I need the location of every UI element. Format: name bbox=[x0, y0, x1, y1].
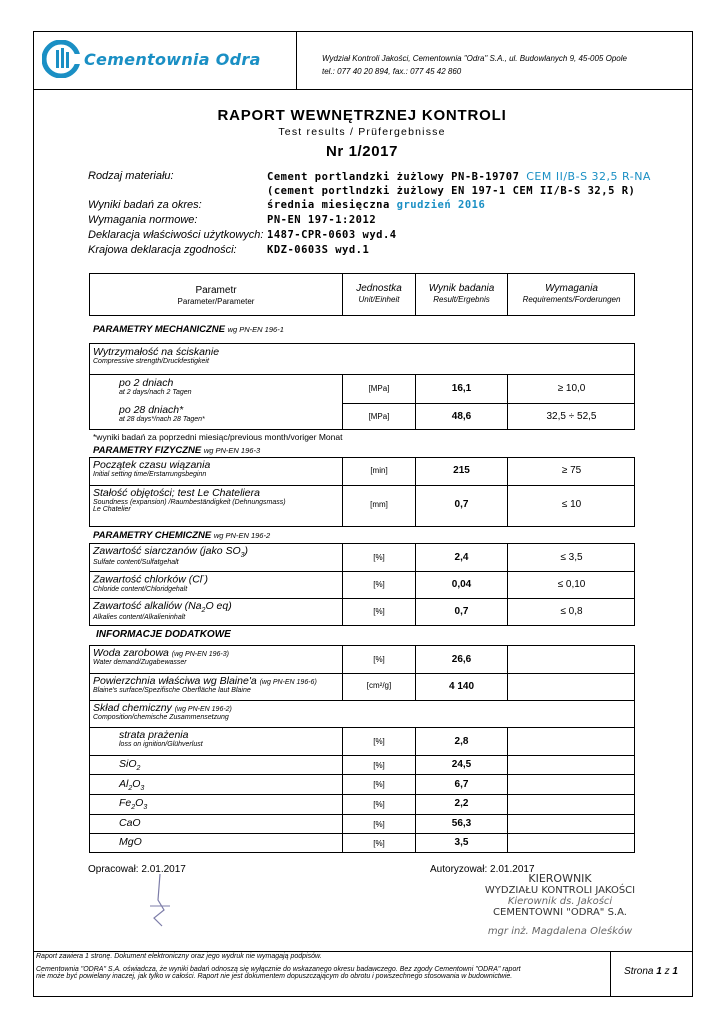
chem-r3-sub: Alkalies content/Alkalieninhalt bbox=[93, 614, 186, 622]
phys-r2-name: Stałość objętości; test Le Chateliera bbox=[93, 487, 260, 499]
footer-vertical-divider bbox=[610, 951, 611, 997]
mech-r2-result: 48,6 bbox=[451, 411, 472, 422]
mech-r1-unit: [MPa] bbox=[368, 384, 390, 393]
footer-line-3: nie może być powielany inaczej, jak tylko w całości. Raport nie jest dokumentem dopuszczającym do obrotu i powszechnego stosowania w budownictwie. bbox=[36, 973, 513, 980]
chem-r2-name-wrap: Zawartość chlorków (Cl-) bbox=[93, 573, 208, 586]
mech-group-sub: Compressive strength/Druckfestigkeit bbox=[93, 358, 209, 365]
add-r3-name: Skład chemiczny bbox=[93, 702, 172, 714]
add-sio2-result: 24,5 bbox=[451, 759, 472, 770]
mech-r1-result: 16,1 bbox=[451, 383, 472, 394]
th-result-label: Wynik badania bbox=[428, 283, 495, 294]
mech-footnote: *wyniki badań za poprzedni miesiąc/previous month/voriger Monat bbox=[93, 432, 343, 442]
add-mgo-unit: [%] bbox=[373, 839, 385, 848]
mech-group-name: Wytrzymałość na ściskanie bbox=[93, 346, 220, 358]
mech-r2-sub: at 28 days*/nach 28 Tagen* bbox=[119, 416, 205, 423]
norm-label: Wymagania normowe: bbox=[88, 214, 198, 226]
national-declaration-label: Krajowa deklaracja zgodności: bbox=[88, 244, 237, 256]
section-mechanical-title: PARAMETRY MECHANICZNE bbox=[93, 324, 225, 335]
section-additional: INFORMACJE DODATKOWE bbox=[96, 629, 231, 640]
add-r1-sub: Water demand/Zugabewasser bbox=[93, 659, 187, 666]
mech-row-2days bbox=[119, 377, 192, 396]
mech-row-28days bbox=[119, 404, 205, 423]
phys-r1-result: 215 bbox=[453, 465, 470, 476]
footer-line-2: Cementownia "ODRA" S.A. oświadcza, że wyniki badań odnoszą się wyłącznie do wskazanego okresu badawczego. Bez zgody Cementowni "ODRA" raport bbox=[36, 966, 521, 973]
add-r1-name: Woda zarobowa bbox=[93, 647, 169, 659]
phys-r1-sub: Initial setting time/Erstarrungsbeginn bbox=[93, 471, 207, 478]
chem-r3-name: Zawartość alkaliów (Na bbox=[93, 600, 202, 612]
page-word: Strona bbox=[624, 966, 654, 977]
section-physical bbox=[93, 445, 260, 456]
add-mgo-result: 3,5 bbox=[454, 837, 469, 848]
mech-r2-name: po 28 dniach* bbox=[119, 404, 184, 416]
header-divider bbox=[33, 89, 693, 90]
chem-row-sulfate bbox=[93, 545, 248, 566]
signature-mark-icon bbox=[140, 870, 180, 930]
header-vertical-divider bbox=[296, 31, 297, 89]
add-r2-name: Powierzchnia właściwa wg Blaine'a bbox=[93, 675, 257, 687]
material-value-2: (cement portlndzki żużlowy EN 197-1 CEM II/B-S 32,5 R) bbox=[267, 185, 636, 197]
stamp-line-2: WYDZIAŁU KONTROLI JAKOŚCI bbox=[484, 885, 636, 896]
declaration-label: Deklaracja właściwości użytkowych: bbox=[88, 229, 264, 241]
chem-r1-unit: [%] bbox=[373, 553, 385, 562]
add-r1-name-wrap bbox=[93, 647, 229, 659]
th-result bbox=[416, 283, 507, 305]
cementownia-logo-icon bbox=[42, 40, 80, 78]
add-al2o3-result: 6,7 bbox=[454, 779, 469, 790]
th-result-sub: Result/Ergebnis bbox=[433, 295, 490, 304]
report-title: RAPORT WEWNĘTRZNEJ KONTROLI bbox=[217, 107, 507, 124]
add-loi-result: 2,8 bbox=[454, 736, 469, 747]
add-r1-result: 26,6 bbox=[451, 654, 472, 665]
page-of: z bbox=[664, 966, 670, 977]
header-address bbox=[322, 52, 687, 78]
national-declaration-value: KDZ-0603S wyd.1 bbox=[267, 244, 370, 256]
phys-r1-name: Początek czasu wiązania bbox=[93, 459, 211, 471]
th-param-label: Parametr bbox=[195, 285, 237, 296]
page-total: 1 bbox=[672, 966, 678, 977]
add-divider-8 bbox=[89, 833, 635, 834]
chem-r2-sub: Chloride content/Chloridgehalt bbox=[93, 585, 188, 593]
footer-line-1: Raport zawiera 1 stronę. Dokument elektroniczny oraz jego wydruk nie wymagają podpisów. bbox=[36, 953, 322, 960]
add-col-divider-1a bbox=[342, 645, 343, 700]
material-label: Rodzaj materiału: bbox=[88, 170, 174, 182]
add-cao-unit: [%] bbox=[373, 820, 385, 829]
page-num: 1 bbox=[656, 966, 662, 977]
address-line-1: Wydział Kontroli Jakości, Cementownia "Odra" S.A., ul. Budowlanych 9, 45-005 Opole bbox=[322, 54, 627, 63]
add-r2-sub: Blaine's surface/Spezifische Oberfläche laut Blaine bbox=[93, 687, 251, 694]
mech-r1-name: po 2 dniach bbox=[119, 377, 174, 389]
add-r1-norm: (wg PN-EN 196-3) bbox=[171, 651, 229, 658]
chem-r3-req: ≤ 0,8 bbox=[560, 606, 583, 617]
phys-r2-sub: Soundness (expansion) /Raumbeständigkeit (Dehnungsmass) bbox=[93, 499, 286, 506]
add-cao-result: 56,3 bbox=[451, 818, 472, 829]
mech-r1-req: ≥ 10,0 bbox=[557, 383, 586, 394]
chem-r3-name-wrap: Zawartość alkaliów ($Na_2O$ eq) bbox=[93, 600, 232, 615]
chem-r1-name-wrap: Zawartość siarczanów (jako $SO_3$) bbox=[93, 545, 249, 560]
phys-r2-req: ≤ 10 bbox=[561, 499, 582, 510]
add-r3-norm: (wg PN-EN 196-2) bbox=[174, 706, 232, 713]
chem-r2-name: Zawartość chlorków (Cl bbox=[93, 573, 203, 586]
footer-divider bbox=[33, 951, 693, 952]
add-loi-unit: [%] bbox=[373, 737, 385, 746]
chem-r2-unit: [%] bbox=[373, 580, 385, 589]
mech-r2-unit: [MPa] bbox=[368, 412, 390, 421]
th-req-sub: Requirements/Forderungen bbox=[522, 295, 621, 304]
phys-row-soundness bbox=[93, 487, 286, 513]
add-fe2o3-name: $Fe_2O_3$ bbox=[119, 797, 148, 812]
chem-row-divider-2 bbox=[89, 598, 635, 599]
mech-row-divider-1 bbox=[89, 374, 635, 375]
add-row-water bbox=[93, 647, 229, 666]
add-divider-4 bbox=[89, 755, 635, 756]
mech-col-divider-1 bbox=[342, 374, 343, 430]
chem-row-divider-1 bbox=[89, 571, 635, 572]
material-value bbox=[267, 170, 651, 183]
chem-r2-req: ≤ 0,10 bbox=[557, 579, 586, 590]
logo-text: Cementownia Odra bbox=[84, 50, 261, 69]
phys-r2-result: 0,7 bbox=[454, 499, 469, 510]
add-r2-result: 4 140 bbox=[448, 681, 475, 692]
add-r2-unit: [cm²/g] bbox=[366, 681, 392, 690]
report-number: Nr 1/2017 bbox=[325, 143, 399, 160]
chem-r2-result: 0,04 bbox=[451, 579, 472, 590]
section-chemical bbox=[93, 530, 270, 541]
address-line-2: tel.: 077 40 20 894, fax.: 077 45 42 860 bbox=[322, 67, 462, 76]
chem-r1-result: 2,4 bbox=[454, 552, 469, 563]
mech-group-title bbox=[93, 346, 219, 365]
chem-r1-req: ≤ 3,5 bbox=[560, 552, 583, 563]
chem-row-chloride bbox=[93, 573, 208, 593]
add-cao-name: CaO bbox=[119, 817, 141, 829]
period-value-b: grudzień 2016 bbox=[396, 199, 486, 211]
add-sio2-name: SiO$_2$ bbox=[119, 758, 141, 773]
add-loi-name: strata prażenia bbox=[119, 729, 189, 741]
stamp-line-5: mgr inż. Magdalena Oleśków bbox=[487, 926, 633, 937]
th-unit bbox=[343, 283, 415, 305]
section-chemical-norm: wg PN-EN 196-2 bbox=[213, 531, 271, 540]
add-al2o3-name: $Al_2O_3$ bbox=[119, 778, 145, 793]
add-col-divider-3a bbox=[507, 645, 508, 700]
phys-r1-unit: [min] bbox=[370, 466, 388, 475]
mech-r1-sub: at 2 days/nach 2 Tagen bbox=[119, 389, 192, 396]
period-label: Wyniki badań za okres: bbox=[88, 199, 202, 211]
material-value-b: CEM II/B-S 32,5 R-NA bbox=[526, 170, 651, 183]
add-al2o3-unit: [%] bbox=[373, 780, 385, 789]
chem-r3-unit: [%] bbox=[373, 607, 385, 616]
add-divider-3 bbox=[89, 727, 635, 728]
add-r1-unit: [%] bbox=[373, 655, 385, 664]
add-row-loi bbox=[119, 729, 203, 748]
add-divider-2 bbox=[89, 700, 635, 701]
report-subtitle: Test results / Prüfergebnisse bbox=[278, 126, 446, 138]
chem-r1-name: Zawartość siarczanów (jako SO bbox=[93, 545, 241, 557]
approval-stamp bbox=[470, 872, 650, 937]
section-mechanical bbox=[93, 324, 284, 335]
th-req bbox=[508, 283, 635, 305]
norm-value: PN-EN 197-1:2012 bbox=[267, 214, 377, 226]
add-row-blaine bbox=[93, 675, 317, 694]
chem-r1-sub: Sulfate content/Sulfatgehalt bbox=[93, 559, 179, 567]
mech-r2-req: 32,5 ÷ 52,5 bbox=[546, 411, 597, 422]
stamp-line-4: CEMENTOWNI "ODRA" S.A. bbox=[493, 907, 627, 918]
th-req-label: Wymagania bbox=[545, 283, 598, 294]
prepared-by: Opracował: 2.01.2017 bbox=[88, 864, 186, 875]
section-chemical-title: PARAMETRY CHEMICZNE bbox=[93, 530, 212, 541]
th-unit-label: Jednostka bbox=[356, 283, 402, 294]
add-fe2o3-unit: [%] bbox=[373, 800, 385, 809]
th-param-sub: Parameter/Parameter bbox=[177, 297, 255, 306]
material-value-a: Cement portlandzki żużlowy PN-B-19707 bbox=[267, 171, 520, 183]
section-physical-title: PARAMETRY FIZYCZNE bbox=[93, 445, 202, 456]
chem-row-alkalies bbox=[93, 600, 232, 621]
th-unit-sub: Unit/Einheit bbox=[358, 295, 400, 304]
section-physical-norm: wg PN-EN 196-3 bbox=[203, 446, 261, 455]
chem-r3-result: 0,7 bbox=[454, 606, 469, 617]
mech-row-divider-2 bbox=[342, 403, 635, 404]
add-sio2-unit: [%] bbox=[373, 761, 385, 770]
page-indicator bbox=[612, 966, 690, 977]
add-col-divider-3b bbox=[507, 727, 508, 853]
add-divider-6 bbox=[89, 794, 635, 795]
add-r2-name-wrap bbox=[93, 675, 317, 687]
add-r2-norm: (wg PN-EN 196-6) bbox=[259, 679, 317, 686]
section-mechanical-norm: wg PN-EN 196-1 bbox=[227, 325, 284, 334]
stamp-line-3: Kierownik ds. Jakości bbox=[507, 896, 613, 907]
add-divider-1 bbox=[89, 673, 635, 674]
period-value-a: średnia miesięczna bbox=[267, 199, 390, 211]
approved-by: Autoryzował: 2.01.2017 bbox=[430, 864, 535, 875]
add-fe2o3-result: 2,2 bbox=[454, 798, 469, 809]
phys-row-setting-time bbox=[93, 459, 210, 478]
declaration-value: 1487-CPR-0603 wyd.4 bbox=[267, 229, 397, 241]
footer-text bbox=[36, 953, 606, 980]
stamp-line-1: KIEROWNIK bbox=[528, 872, 592, 885]
th-param bbox=[90, 285, 342, 307]
phys-r2-unit: [mm] bbox=[370, 500, 388, 509]
phys-row-divider bbox=[89, 485, 635, 486]
period-value bbox=[267, 199, 485, 211]
phys-r2-sub2: Le Chatelier bbox=[93, 506, 131, 513]
add-divider-7 bbox=[89, 814, 635, 815]
add-r3-sub: Composition/chemische Zusammensetzung bbox=[93, 714, 229, 721]
add-row-composition bbox=[93, 702, 232, 721]
add-mgo-name: MgO bbox=[119, 836, 142, 848]
add-divider-5 bbox=[89, 774, 635, 775]
phys-r1-req: ≥ 75 bbox=[561, 465, 582, 476]
add-r3-name-wrap bbox=[93, 702, 232, 714]
add-loi-sub: loss on ignition/Glühverlust bbox=[119, 741, 203, 748]
